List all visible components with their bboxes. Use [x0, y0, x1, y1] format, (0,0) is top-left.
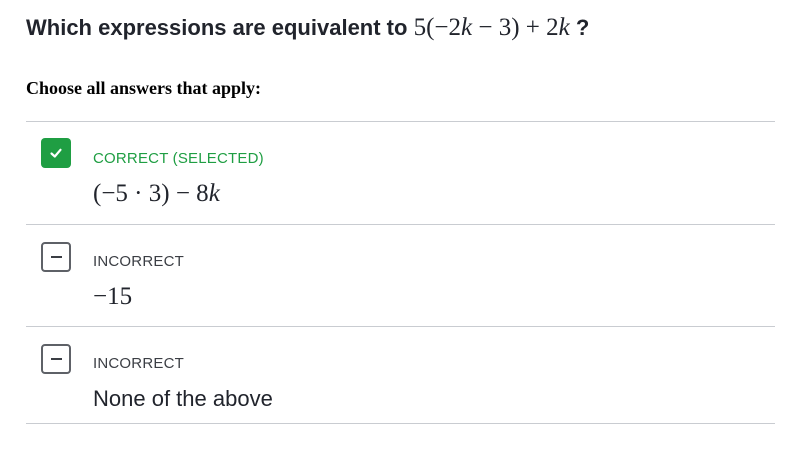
minus-icon: [51, 358, 62, 360]
choice-answer: None of the above: [93, 386, 273, 411]
checkbox-selected[interactable]: [41, 138, 71, 168]
choice-option-3[interactable]: [26, 327, 775, 423]
question-expression: 5(−2k − 3) + 2k: [413, 14, 570, 41]
choice-status: INCORRECT: [93, 253, 184, 270]
minus-icon: [51, 256, 62, 258]
choice-answer: −15: [93, 283, 133, 310]
choice-option-1[interactable]: [26, 122, 775, 224]
check-icon: [48, 145, 64, 161]
choice-status: INCORRECT: [93, 355, 184, 372]
question-prefix: Which expressions are equivalent to: [26, 15, 408, 40]
instruction-text: Choose all answers that apply:: [26, 78, 262, 98]
question-suffix: ?: [569, 15, 590, 40]
question-title: [26, 14, 589, 42]
choice-status: CORRECT (SELECTED): [93, 150, 264, 167]
divider: [26, 423, 775, 424]
choice-option-2[interactable]: [26, 225, 775, 326]
checkbox-unselected[interactable]: [41, 242, 71, 272]
checkbox-unselected[interactable]: [41, 344, 71, 374]
choice-answer: (−5 · 3) − 8k: [93, 180, 220, 207]
